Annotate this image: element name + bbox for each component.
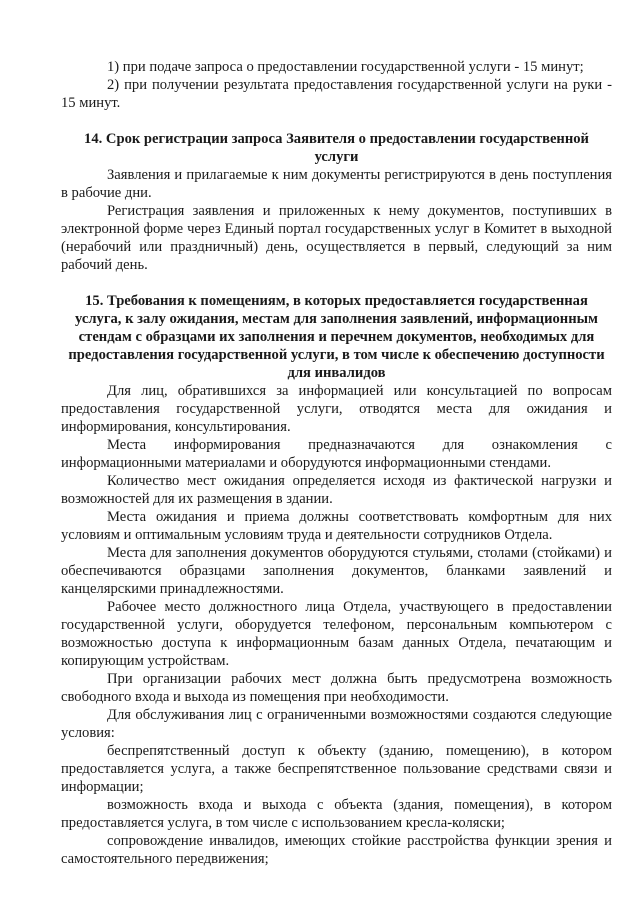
section-15-paragraph: сопровождение инвалидов, имеющих стойкие расстройства функции зрения и самостоятельного передвижения; xyxy=(61,833,612,867)
section-14-paragraph: Заявления и прилагаемые к ним документы регистрируются в день поступления в рабочие дни. xyxy=(61,167,612,201)
section-14-title: 14. Срок регистрации запроса Заявителя о предоставлении государственной услуги xyxy=(84,131,589,165)
section-15-paragraph: Для лиц, обратившихся за информацией или консультацией по вопросам предоставления государственной услуги, отводятся места для ожидания и информирования, консультирования. xyxy=(61,383,612,435)
section-15-paragraph: беспрепятственный доступ к объекту (зданию, помещению), в котором предоставляется услуга, а также беспрепятственное пользование средствами связи и информации; xyxy=(61,743,612,795)
section-15-paragraph: возможность входа и выхода с объекта (здания, помещения), в котором предоставляется услуга, в том числе с использованием кресла-коляски; xyxy=(61,797,612,831)
section-15-paragraph: Места информирования предназначаются для ознакомления с информационными материалами и оборудуются информационными стендами. xyxy=(61,437,612,471)
section-15-paragraph: Места ожидания и приема должны соответствовать комфортным для них условиям и оптимальным условиям труда и деятельности сотрудников Отдела. xyxy=(61,509,612,543)
section-15-paragraph: Количество мест ожидания определяется исходя из фактической нагрузки и возможностей для их размещения в здании. xyxy=(61,473,612,507)
section-14-paragraph: Регистрация заявления и приложенных к нему документов, поступивших в электронной форме через Единый портал государственных услуг в Комитет в выходной (нерабочий или праздничный) день, осуществляется в первый, следующий за ним рабочий день. xyxy=(61,203,612,273)
spacer xyxy=(61,274,612,292)
intro-item-2: 2) при получении результата предоставления государственной услуги на руки - 15 минут. xyxy=(61,77,612,111)
section-15-paragraph: Места для заполнения документов оборудуются стульями, столами (стойками) и обеспечиваются образцами заполнения документов, бланками заявлений и канцелярскими принадлежностями. xyxy=(61,545,612,597)
section-15-paragraph: Рабочее место должностного лица Отдела, участвующего в предоставлении государственной услуги, оборудуется телефоном, персональным компьютером с возможностью доступа к информационным базам данных Отдела, печатающим и копирующим устройствам. xyxy=(61,599,612,669)
intro-item-1: 1) при подаче запроса о предоставлении государственной услуги - 15 минут; xyxy=(107,59,584,75)
spacer xyxy=(61,112,612,130)
section-15-paragraph: Для обслуживания лиц с ограниченными возможностями создаются следующие условия: xyxy=(61,707,612,741)
section-15-paragraph: При организации рабочих мест должна быть предусмотрена возможность свободного входа и выхода из помещения при необходимости. xyxy=(61,671,612,705)
section-15-title: 15. Требования к помещениям, в которых предоставляется государственная услуга, к залу ожидания, местам для заполнения заявлений, информационным стендам с образцами их заполнения и перечнем документов, необходимых для предоставления государственной услуги, в том числе к обеспечению доступности для инвалидов xyxy=(68,293,605,381)
